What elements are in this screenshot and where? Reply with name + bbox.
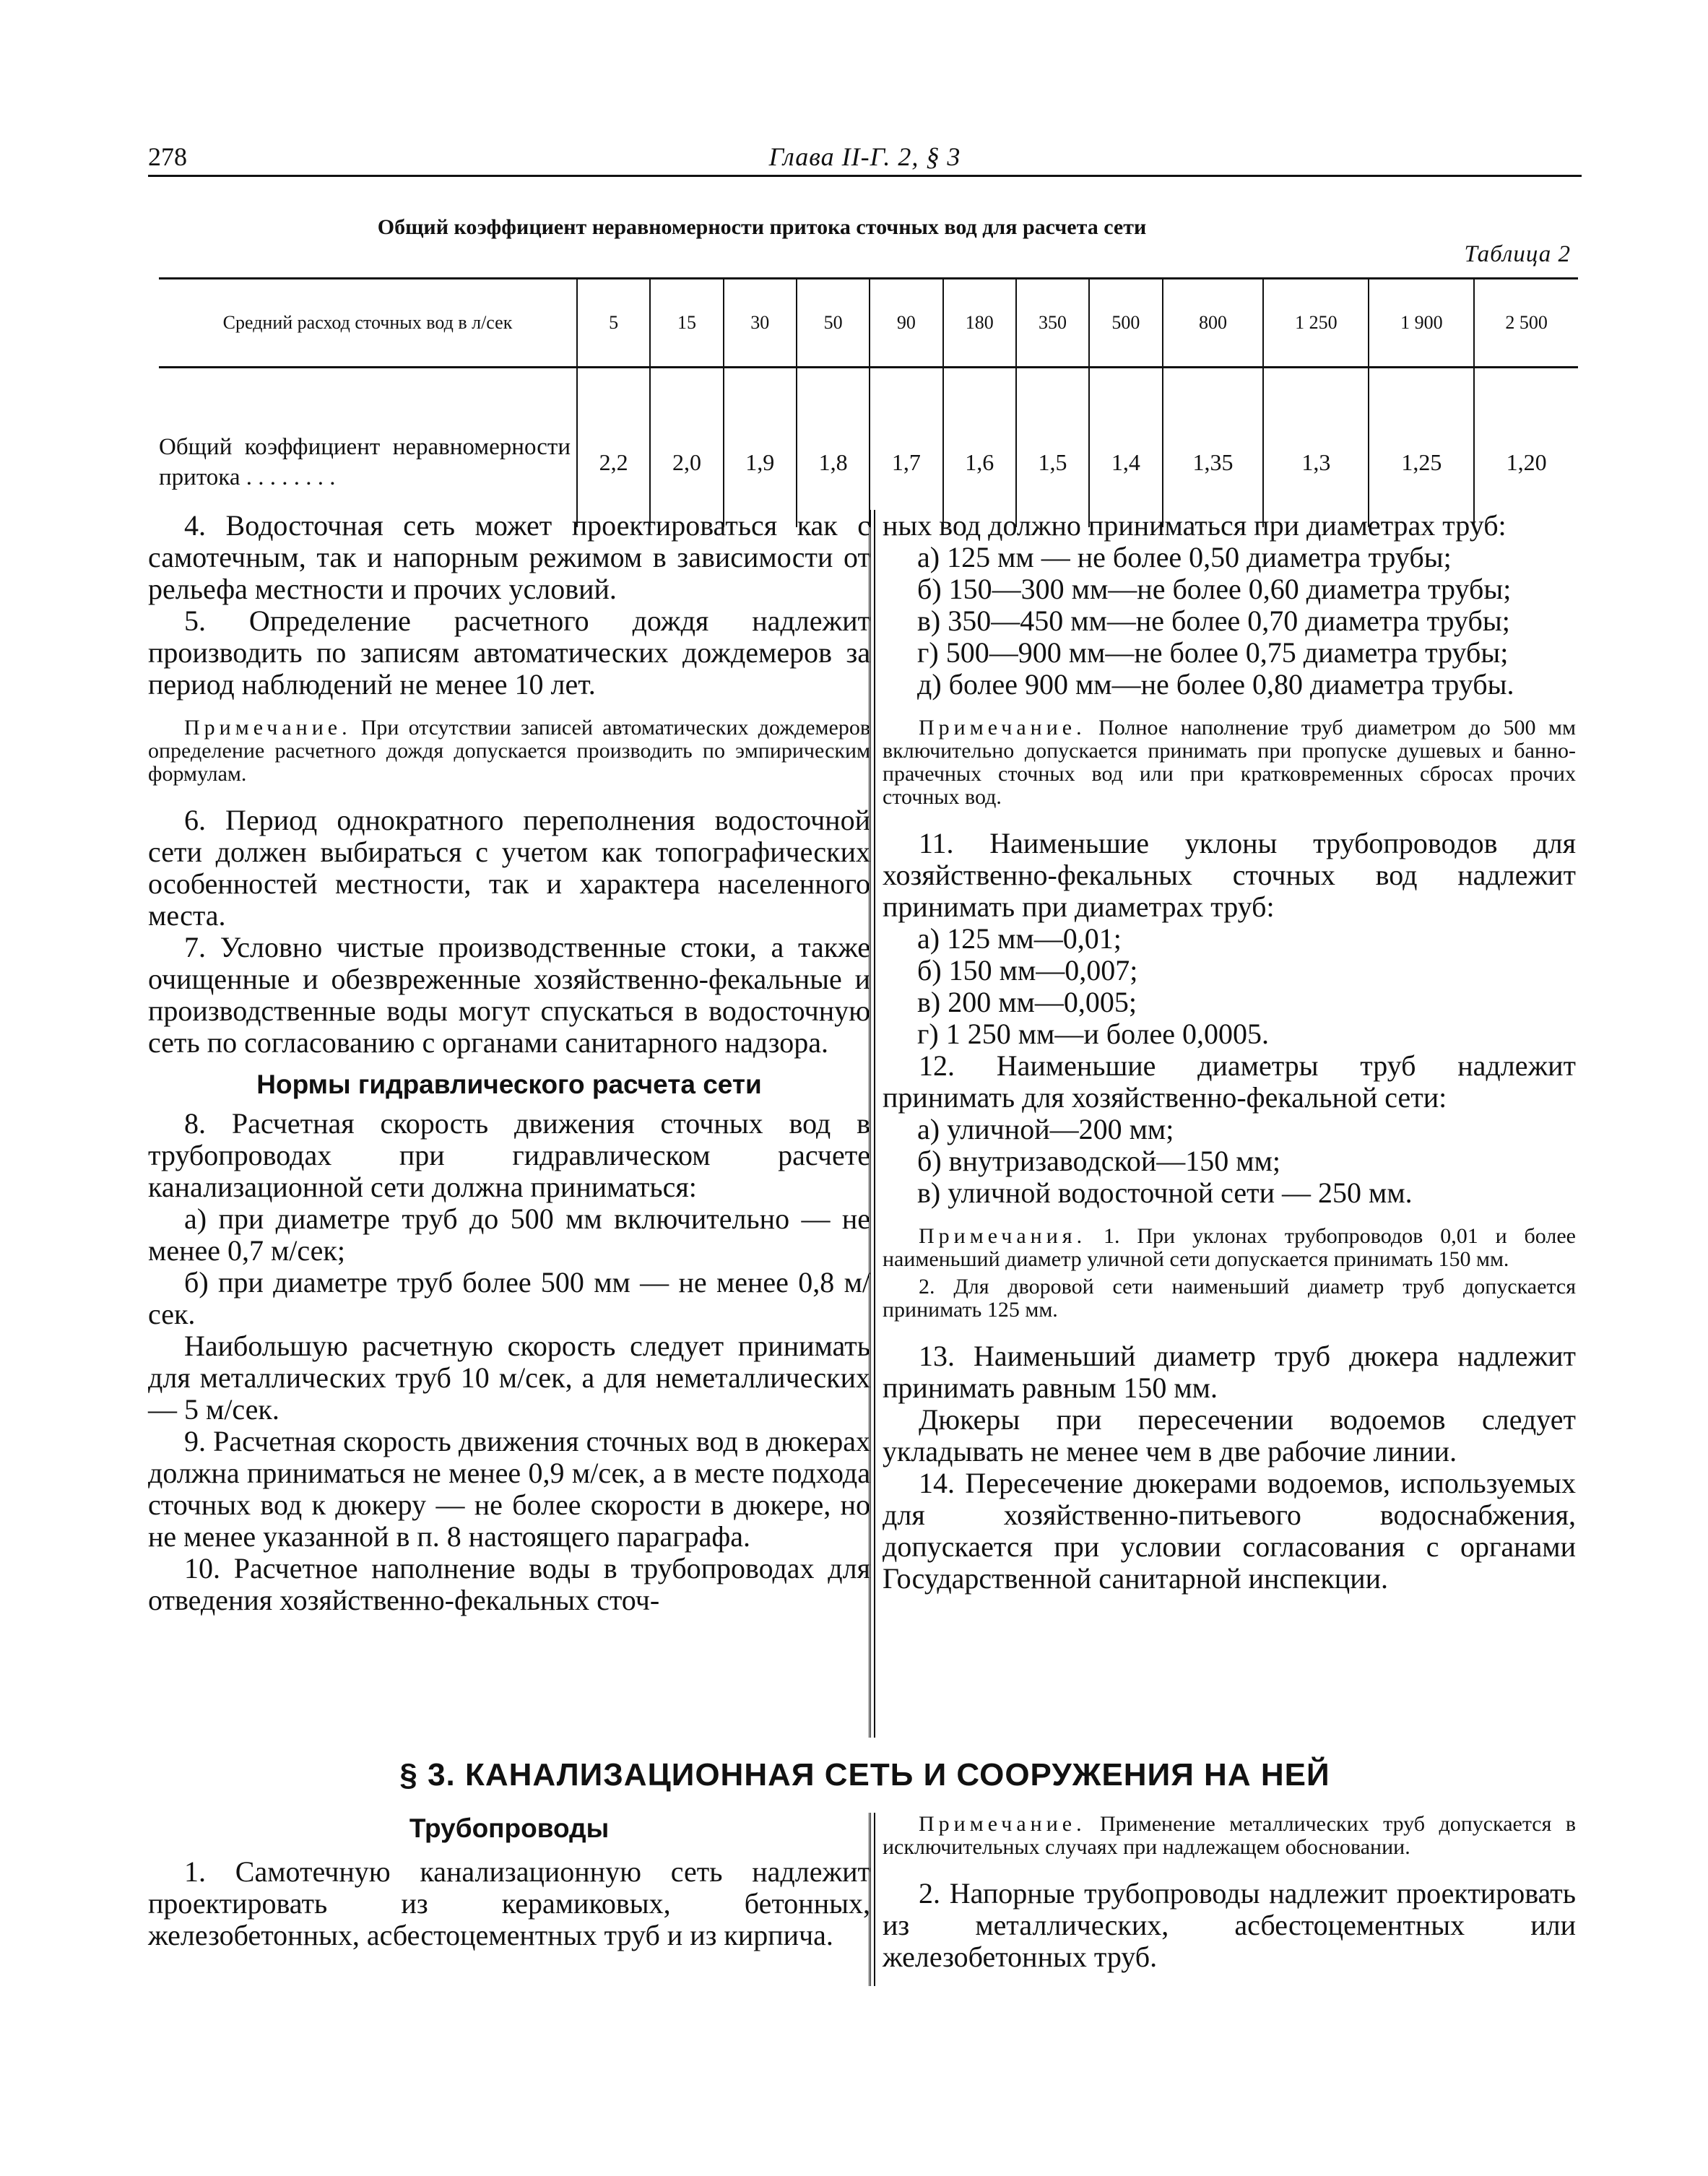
note-courtyard: 2. Для дворовой сети наименьший диаметр труб допускается принимать 125 мм. (883, 1275, 1576, 1322)
note-text: При отсутствии записей автоматических дождемеров определение расчетного дождя допускается производить по эмпирическим формулам. (148, 716, 870, 786)
list-item: г) 1 250 мм—и более 0,0005. (917, 1018, 1270, 1050)
list-item: а) уличной—200 мм; (917, 1113, 1174, 1145)
table-cell: 500 (1089, 279, 1162, 368)
list-item: б) внутризаводской—150 мм; (917, 1145, 1281, 1177)
table-cell: 2 500 (1474, 279, 1578, 368)
list-item: в) уличной водосточной сети — 250 мм. (917, 1176, 1413, 1209)
row-label-flow: Средний расход сточных вод в л/сек (159, 279, 577, 368)
table-cell: 800 (1163, 279, 1264, 368)
note-slopes (883, 1225, 1576, 1271)
section3-paragraph-1: 1. Самотечную канализационную сеть надлежит проектировать из керамиковых, бетонных, железобетонных, асбестоцементных труб и из кирпича. (148, 1855, 870, 1951)
header-rule (148, 175, 1582, 177)
note-label: Примечание. (919, 1812, 1086, 1836)
list-item: д) более 900 мм—не более 0,80 диаметра трубы. (917, 668, 1514, 701)
table-cell: 30 (724, 279, 797, 368)
table-cell: 1,20 (1474, 368, 1578, 528)
table-cell: 1,25 (1369, 368, 1474, 528)
table-number: Таблица 2 (1464, 241, 1571, 267)
note-text: 1. При уклонах трубопроводов 0,01 и более наименьший диаметр уличной сети допускается принимать 150 мм. (883, 1224, 1576, 1271)
table-cell: 350 (1016, 279, 1089, 368)
column-separator (869, 510, 875, 1738)
note-rain (148, 716, 870, 786)
table-cell: 180 (943, 279, 1016, 368)
section-heading-hydraulic: Нормы гидравлического расчета сети (256, 1070, 762, 1099)
section-title: § 3. КАНАЛИЗАЦИОННАЯ СЕТЬ И СООРУЖЕНИЯ НА НЕЙ (399, 1757, 1330, 1793)
paragraph-6: 6. Период однократного переполнения водосточной сети должен выбираться с учетом как топографических особенностей местности, так и характера населенного места. (148, 804, 870, 932)
paragraph-4: 4. Водосточная сеть может проектироваться как с самотечным, так и напорным режимом в зависимости от рельефа местности и прочих условий. (148, 509, 870, 605)
table-cell: 1,7 (870, 368, 942, 528)
table-cell: 15 (650, 279, 723, 368)
paragraph-13b: Дюкеры при пересечении водоемов следует укладывать не менее чем в две рабочие линии. (883, 1403, 1576, 1468)
table-cell: 1 900 (1369, 279, 1474, 368)
table-cell: 1,3 (1263, 368, 1369, 528)
paragraph-14: 14. Пересечение дюкерами водоемов, используемых для хозяйственно-питьевого водоснабжения, допускается при условии согласования с органами Государственной санитарной инспекции. (883, 1467, 1576, 1595)
paragraph-10-continued: ных вод должно приниматься при диаметрах труб: (883, 509, 1507, 542)
list-item: б) 150 мм—0,007; (917, 954, 1138, 987)
paragraph-8a: а) при диаметре труб до 500 мм включительно — не менее 0,7 м/сек; (148, 1202, 870, 1267)
table-cell: 1,35 (1163, 368, 1264, 528)
paragraph-11: 11. Наименьшие уклоны трубопроводов для хозяйственно-фекальных сточных вод надлежит принимать при диаметрах труб: (883, 827, 1576, 923)
table-cell: 1,8 (797, 368, 870, 528)
right-column (883, 510, 1576, 1595)
subheading-pipelines: Трубопроводы (409, 1813, 610, 1843)
table-cell: 2,2 (577, 368, 650, 528)
paragraph-8b: б) при диаметре труб более 500 мм — не менее 0,8 м/сек. (148, 1266, 870, 1330)
table-caption: Общий коэффициент неравномерности притока сточных вод для расчета сети (377, 215, 1147, 239)
page-header (148, 142, 1582, 178)
paragraph-5: 5. Определение расчетного дождя надлежит производить по записям автоматических дождемеров за период наблюдений не менее 10 лет. (148, 604, 870, 701)
table-cell: 90 (870, 279, 942, 368)
table-row-coefficients (159, 368, 1578, 528)
note-text: Полное наполнение труб диаметром до 500 мм включительно допускается принимать при пропуске душевых и банно-прачечных сточных вод или при кратковременных сбросах прочих сточных вод. (883, 716, 1576, 809)
table-row-flows (159, 279, 1578, 368)
table-cell: 50 (797, 279, 870, 368)
note-text: Применение металлических труб допускается в исключительных случаях при надлежащем обосновании. (883, 1812, 1576, 1859)
table-cell: 2,0 (650, 368, 723, 528)
paragraph-9: 9. Расчетная скорость движения сточных вод в дюкерах должна приниматься не менее 0,9 м/сек, а в месте подхода сточных вод к дюкеру — не более скорости в дюкере, но не менее указанной в п. 8 настоящего параграфа. (148, 1425, 870, 1553)
coefficient-table (159, 277, 1578, 527)
paragraph-8: 8. Расчетная скорость движения сточных вод в трубопроводах при гидравлическом расчете канализационной сети должна приниматься: (148, 1107, 870, 1203)
section3-right-column (883, 1813, 1576, 1973)
left-column (148, 510, 870, 1616)
paragraph-10: 10. Расчетное наполнение воды в трубопроводах для отведения хозяйственно-фекальных сточ- (148, 1552, 870, 1616)
table-cell: 1,4 (1089, 368, 1162, 528)
list-item: в) 200 мм—0,005; (917, 986, 1137, 1018)
page-number: 278 (148, 142, 187, 171)
paragraph-12: 12. Наименьшие диаметры труб надлежит принимать для хозяйственно-фекальной сети: (883, 1049, 1576, 1114)
paragraph-13: 13. Наименьший диаметр труб дюкера надлежит принимать равным 150 мм. (883, 1340, 1576, 1404)
note-metal-pipes (883, 1813, 1576, 1859)
row-label-coefficient: Общий коэффициент неравномерности притока . . . . . . . . (159, 434, 571, 490)
list-item: в) 350—450 мм—не более 0,70 диаметра трубы; (917, 604, 1510, 637)
paragraph-8c: Наибольшую расчетную скорость следует принимать для металлических труб 10 м/сек, а для неметаллических — 5 м/сек. (148, 1330, 870, 1426)
note-filling (883, 716, 1576, 809)
table-cell: 5 (577, 279, 650, 368)
note-label: Примечания. (919, 1224, 1087, 1248)
list-item: а) 125 мм—0,01; (917, 922, 1122, 955)
list-item: г) 500—900 мм—не более 0,75 диаметра трубы; (917, 636, 1509, 669)
section3-paragraph-2: 2. Напорные трубопроводы надлежит проектировать из металлических, асбестоцементных или железобетонных труб. (883, 1877, 1576, 1973)
table-cell: 1,9 (724, 368, 797, 528)
note-label: Примечание. (919, 716, 1086, 740)
table-cell: 1,5 (1016, 368, 1089, 528)
list-item: б) 150—300 мм—не более 0,60 диаметра трубы; (917, 573, 1512, 605)
running-title: Глава II-Г. 2, § 3 (768, 142, 961, 171)
paragraph-7: 7. Условно чистые производственные стоки, а также очищенные и обезвреженные хозяйственно-фекальные и производственные воды могут спускаться в водосточную сеть по согласованию с органами санитарного надзора. (148, 931, 870, 1059)
table-cell: 1 250 (1263, 279, 1369, 368)
table-cell: 1,6 (943, 368, 1016, 528)
section3-left-column (148, 1813, 870, 1951)
column-separator (869, 1813, 875, 1986)
list-item: а) 125 мм — не более 0,50 диаметра трубы; (917, 541, 1452, 573)
note-label: Примечание. (184, 716, 352, 740)
